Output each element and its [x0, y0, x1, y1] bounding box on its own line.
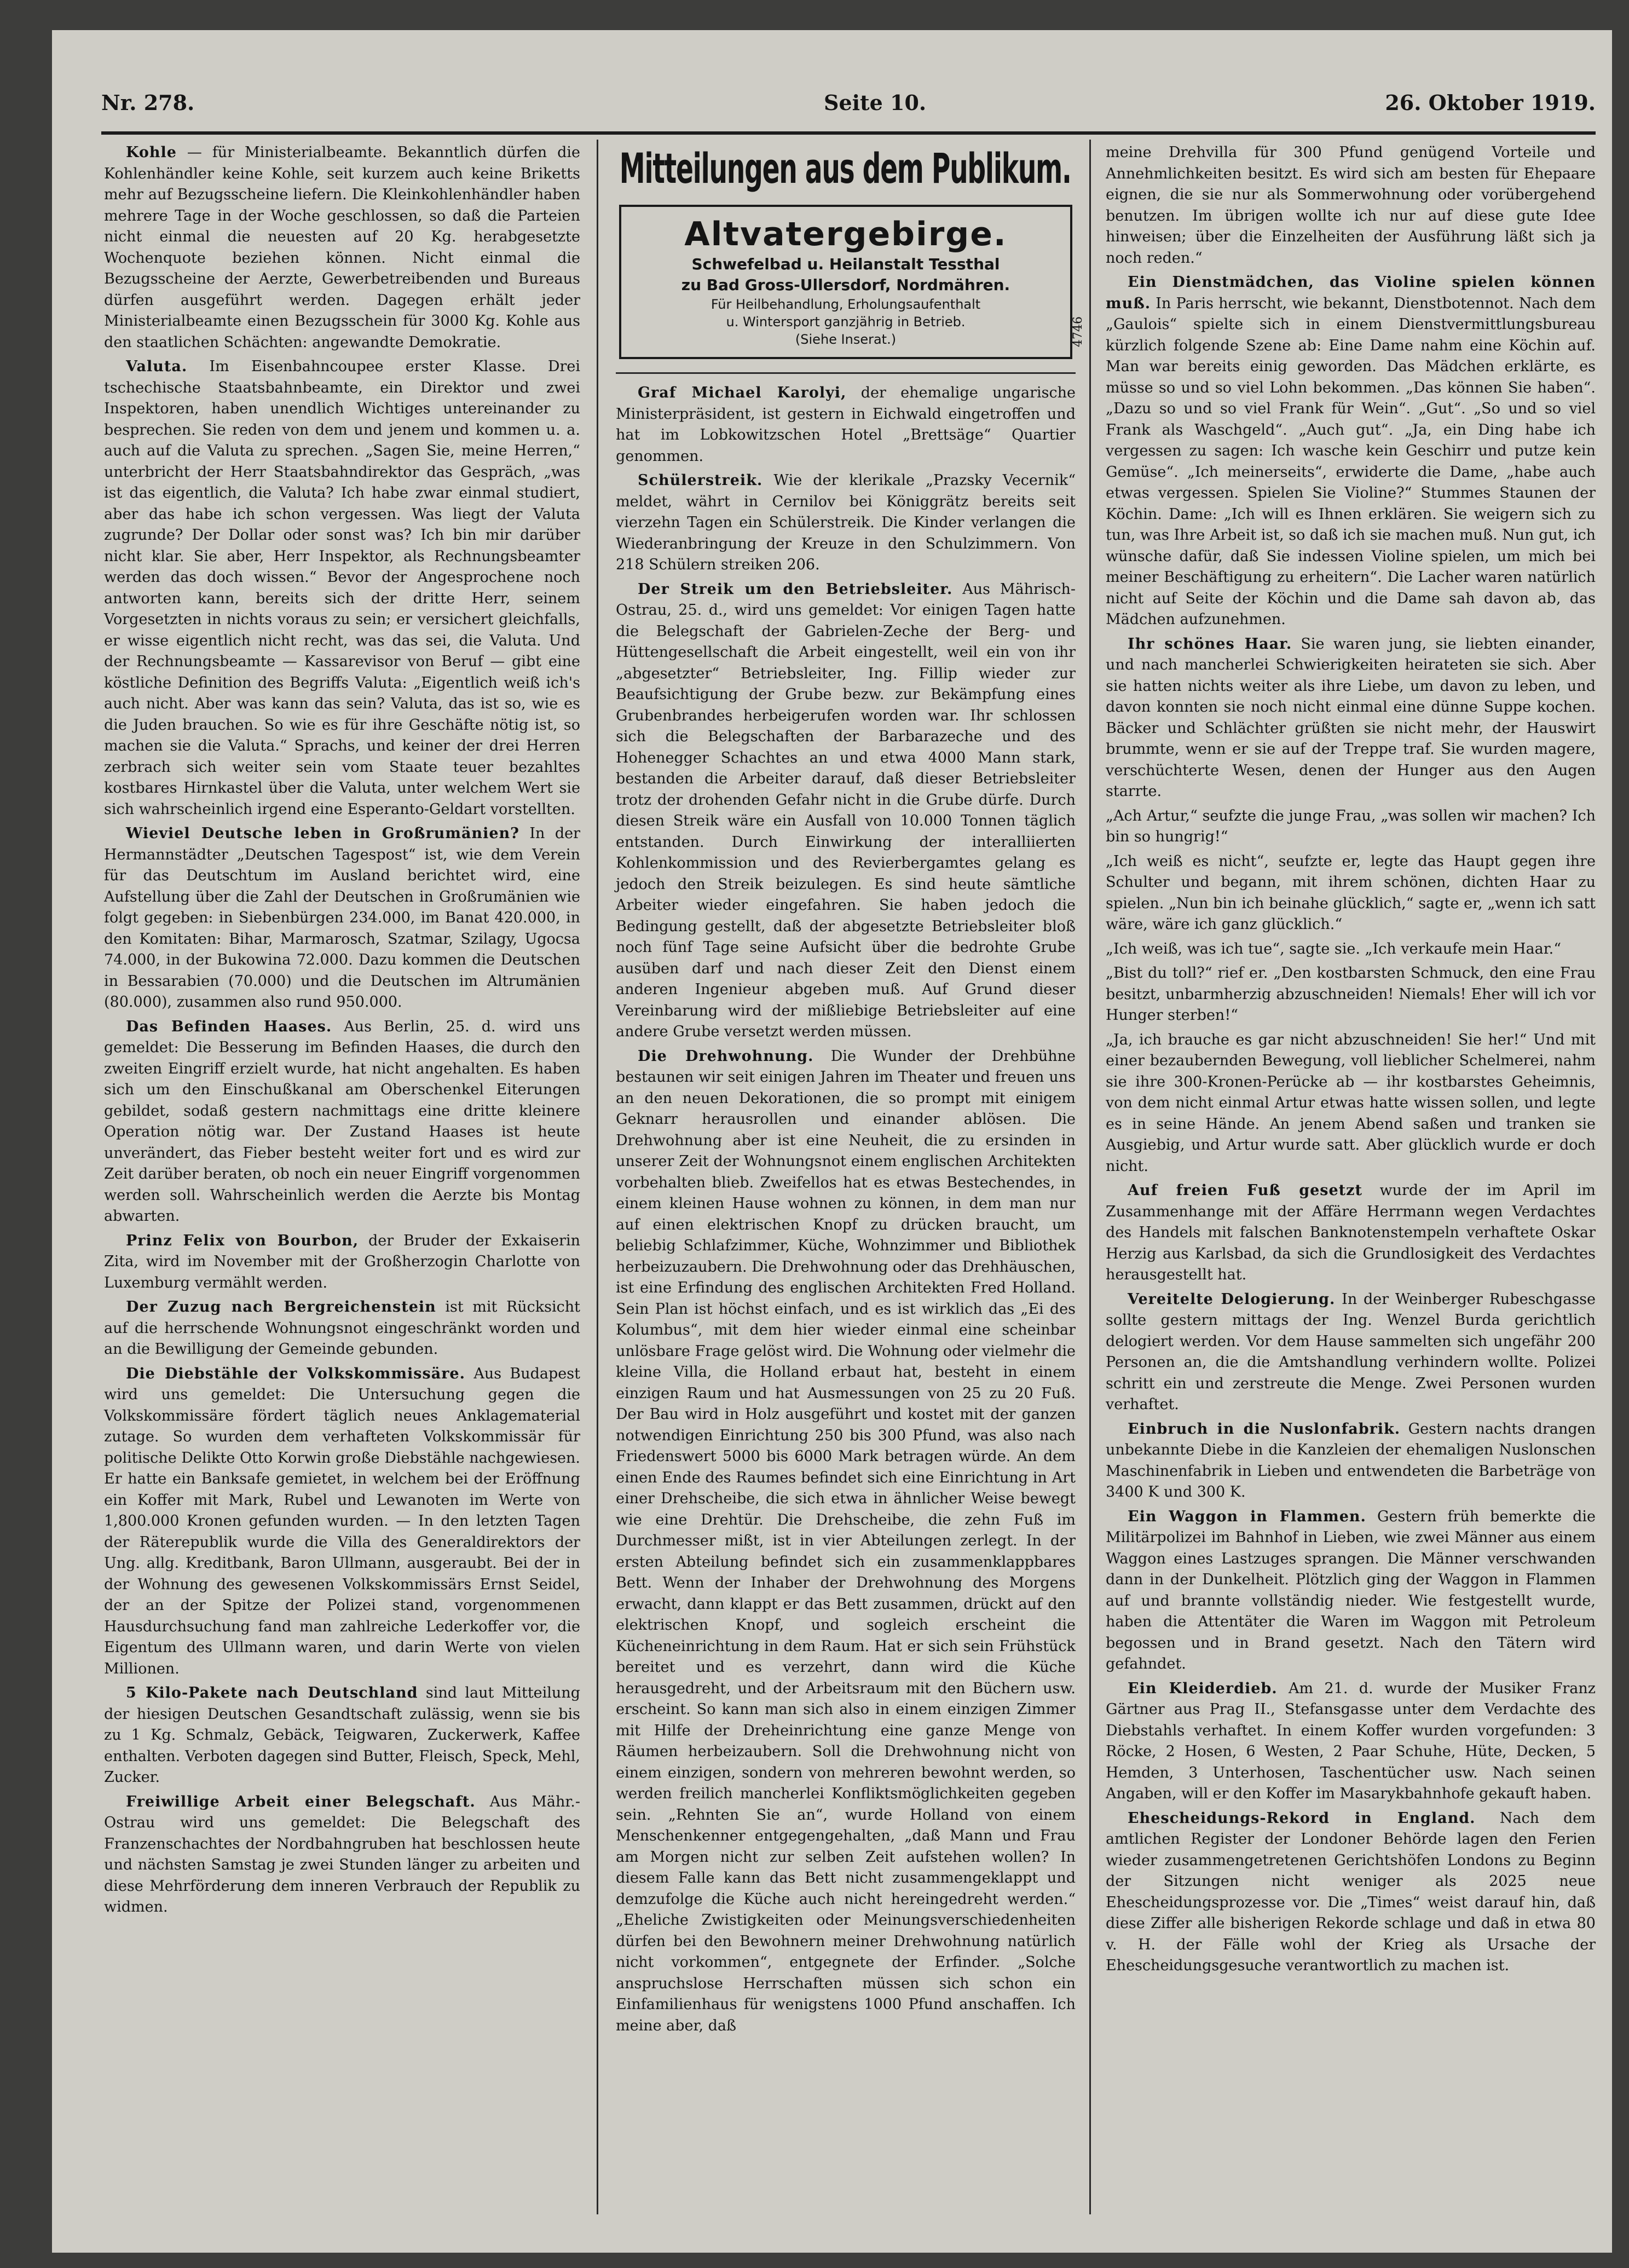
article-paragraph	[1106, 1030, 1596, 1178]
article-text: „Ich weiß, was ich tue“, sagte sie. „Ich verkaufe mein Haar.“	[1106, 940, 1562, 957]
article-headline: Ihr schönes Haar.	[1128, 635, 1292, 653]
article-paragraph	[1106, 806, 1596, 848]
article-headline: Freiwillige Arbeit einer Belegschaft.	[126, 1793, 476, 1810]
article-text: Im Eisenbahncoupee erster Klasse. Drei tschechische Staatsbahnbeamte, ein Direktor und zwei Inspektoren, haben unendlich Wichtiges untereinander zu besprechen. Sie reden von dem und jenem und kommen u. a. auch auf die Valuta zu sprechen. „Sagen Sie, meine Herren,“ unterbricht der Herr Staatsbahndirektor das Gespräch, „was ist das eigentlich, die Valuta? Ich habe zwar einmal studiert, aber das habe ich schon vergessen. Was liegt der Valuta zugrunde? Der Dollar oder sonst was? Ich bin mir darüber nicht klar. Sie aber, Herr Inspektor, als Rechnungsbeamter werden das doch wissen.“ Bevor der Angesprochene noch antworten kann, bereits sich der dritte Herr, seinem Vorgesetzten in nichts voraus zu sein; er versichert gleichfalls, er wisse eigentlich nicht recht, was das sei, die Valuta. Und der Rechnungsbeamte — Kassarevisor von Beruf — gibt eine köstliche Definition des Begriffs Valuta: „Eigentlich weiß ich's auch nicht. Aber was kann das sein? Valuta, das ist so, wie es die Juden brauchen. So wie es für ihre Geschäfte nötig ist, so machen sie die Valuta.“ Sprachs, und keiner der drei Herren zerbrach sich weiter sein vom Staate teuer bezahltes kostbares Hirnkastel über die Valuta, unter welchem Wert sie sich wahrscheinlich irgend eine Esperanto-Geldart vorstellten.	[104, 358, 580, 818]
article-text: Aus Budapest wird uns gemeldet: Die Untersuchung gegen die Volkskommissäre fördert täglich neues Anklagematerial zutage. So wurden dem verhafteten Volkskommissär für politische Delikte Otto Korwin große Diebstähle nachgewiesen. Er hatte ein Banksafe gemietet, in welchem bei der Eröffnung ein Koffer mit Mark, Rubel und Lewanoten im Werte von 1,800.000 Kronen gefunden wurden. — In den letzten Tagen der Räterepublik wurde die Villa des Generaldirektors der Ung. allg. Kreditbank, Baron Ullmann, ausgeraubt. Bei der in der Wohnung des gewesenen Volkskommissärs Ernst Seidel, der an der Spitze der Polizei stand, vorgenommenen Hausdurchsuchung fand man zahlreiche Lederkoffer vor, die Eigentum des Ullmann waren, und darin Werte von vielen Millionen.	[104, 1365, 580, 1677]
article-text: In der Hermannstädter „Deutschen Tagespost“ ist, wie dem Verein für das Deutschtum im Ausland berichtet wird, eine Aufstellung über die Zahl der Deutschen in Großrumänien wie folgt gegeben: in Siebenbürgen 234.000, im Banat 420.000, in den Komitaten: Bihar, Marmarosch, Szatmar, Szilagy, Ugocsa 74.000, in der Bukowina 72.000. Dazu kommen die Deutschen in Bessarabien (70.000) und die Deutschen im Altrumänien (80.000), zusammen also rund 950.000.	[104, 825, 580, 1011]
article-paragraph	[616, 1046, 1076, 2037]
ad-title: Altvatergebirge.	[684, 215, 1007, 253]
article-paragraph	[104, 142, 580, 353]
article-paragraph	[1106, 939, 1596, 960]
article-headline: Schülerstreik.	[638, 472, 763, 489]
article-paragraph	[1106, 851, 1596, 936]
page-number: Seite 10.	[824, 90, 927, 115]
article-headline: Ein Waggon in Flammen.	[1128, 1508, 1366, 1525]
article-paragraph	[1106, 963, 1596, 1026]
article-headline: Kohle	[126, 144, 177, 161]
article-text: der ehemalige ungarische Ministerpräsident, ist gestern in Eichwald eingetroffen und hat im Lobkowitzschen Hotel „Brettsäge“ Quartier genommen.	[616, 384, 1076, 465]
article-paragraph	[104, 1231, 580, 1294]
ad-line: u. Wintersport ganzjährig in Betrieb.	[726, 314, 966, 330]
article-text: wurde der im April im Zusammenhange mit der Affäre Herrmann wegen Verdachtes des Handels mit falschen Banknotenstempeln verhaftete Oskar Herzig aus Karlsbad, da sich die Grundlosigkeit des Verdachtes herausgestellt hat.	[1106, 1182, 1596, 1283]
advertisement	[619, 205, 1085, 359]
article-paragraph	[1106, 634, 1596, 803]
article-text: Gestern nachts drangen unbekannte Diebe in die Kanzleien der ehemaligen Nuslonschen Maschinenfabrik in Lieben und entwendeten die Barbeträge von 3400 K und 300 K.	[1106, 1420, 1596, 1501]
article-paragraph	[1106, 142, 1596, 269]
ad-line: Schwefelbad u. Heilanstalt Tessthal	[691, 255, 1000, 273]
article-headline: Vereitelte Delogierung.	[1128, 1290, 1336, 1308]
ad-code: 4746	[1071, 316, 1085, 347]
column-divider	[597, 140, 598, 2214]
article-paragraph	[104, 356, 580, 820]
article-text: Am 21. d. wurde der Musiker Franz Gärtner aus Prag II., Stefansgasse unter dem Verdachte des Diebstahls verhaftet. In einem Koffer wurden vorgefunden: 3 Röcke, 2 Hosen, 6 Westen, 2 Paar Schuhe, Hüte, Decken, 5 Hemden, 3 Unterhosen, Taschentücher usw. Nach seinen Angaben, will er den Koffer im Masarykbahnhofe gekauft haben.	[1106, 1680, 1596, 1802]
article-text: — für Ministerialbeamte. Bekanntlich dürfen die Kohlenhändler keine Kohle, seit kurzem auch keine Briketts mehr auf Bezugsscheine liefern. Die Kleinkohlenhändler haben mehrere Tage in der Woche geschlossen, so daß die Parteien nicht einmal die neuesten auf 20 Kg. herabgesetzte Wochenquote beziehen können. Nicht einmal die Bezugsscheine der Aerzte, Gewerbetreibenden und Bureaus dürfen ausgeführt werden. Dagegen erhält jeder Ministerialbeamte einen Bezugsschein für 3000 Kg. Kohle aus den staatlichen Schächten: angewandte Demokratie.	[104, 144, 580, 351]
article-headline: Der Zuzug nach Bergreichenstein	[126, 1299, 436, 1315]
article-text: Nach dem amtlichen Register der Londoner Behörde lagen den Ferien wieder zusammengetretenen Gerichtshöfen Londons zu Beginn der Sitzungen nicht weniger als 2025 neue Ehescheidungsprozesse vor. Die „Times“ weist darauf hin, daß diese Ziffer alle bisherigen Rekorde schlage und daß in etwa 80 v. H. der Fälle wohl der Krieg als Ursache der Ehescheidungsgesuche verantwortlich zu machen ist.	[1106, 1809, 1596, 1974]
article-headline: Einbruch in die Nuslonfabrik.	[1128, 1420, 1401, 1438]
article-text: Sie waren jung, sie liebten einander, und nach mancherlei Schwierigkeiten heirateten sie sich. Aber sie hatten nichts weiter als ihre Liebe, um davon zu leben, und davon konnten sie noch nicht einmal eine dünne Suppe kochen. Bäcker und Schlächter grüßten sie nicht mehr, der Hauswirt brummte, wenn er sie auf der Treppe traf. Sie wurden magere, verschüchterte Wesen, denen der Hunger aus den Augen starrte.	[1106, 635, 1596, 800]
article-paragraph	[616, 470, 1076, 576]
article-text: In Paris herrscht, wie bekannt, Dienstbotennot. Nach dem „Gaulois“ spielte sich in einem Dienstvermittlungsbureau kürzlich folgende Szene ab: Eine Dame nahm eine Köchin auf. Man war bereits einig geworden. Das Mädchen erklärte, es müsse so und so viel Lohn bekommen. „Das können Sie haben“. „Dazu so und so viel Frank für Wein“. „Gut“. „So und so viel Frank als Waschgeld“. „Auch gut“. „Ja, ein Ding habe ich vergessen zu sagen: Ich wasche kein Geschirr und putze kein Gemüse“. „Ich meinerseits“, erwiderte die Dame, „habe auch etwas vergessen. Spielen Sie Violine?“ Stummes Staunen der Köchin. Dame: „Ich will es Ihnen erklären. Sie weigern sich zu tun, was Ihre Arbeit ist, so daß ich sie machen muß. Nun gut, ich wünsche dafür, daß Sie indessen Violine spielen, um mich bei meiner Beschäftigung zu erheitern“. Die Lacher waren natürlich nicht auf Seite der Köchin und die Dame sah davon ab, das Mädchen aufzunehmen.	[1106, 295, 1596, 628]
article-headline: Ein Kleiderdieb.	[1128, 1680, 1278, 1697]
article-paragraph	[104, 1017, 580, 1227]
article-text: In der Weinberger Rubeschgasse sollte gestern mittags der Ing. Wenzel Burda gerichtlich delogiert werden. Vor dem Hause sammelten sich ungefähr 200 Personen an, die die Amtshandlung verhindern wollte. Polizei schritt ein und zerstreute die Menge. Zwei Personen wurden verhaftet.	[1106, 1290, 1596, 1413]
article-text: Aus Mährisch-Ostrau, 25. d., wird uns gemeldet: Vor einigen Tagen hatte die Belegschaft der Gabrielen-Zeche der Berg- und Hüttengesellschaft die Arbeit eingestellt, weil ein von ihr „abgesetzter“ Betriebsleiter, Ing. Fillip wieder zur Beaufsichtigung der Grube bezw. zur Bekämpfung eines Grubenbrandes herbeigerufen worden war. Ihr schlossen sich die Belegschaften der Barbarazeche und des Hohenegger Schachtes an und etwa 4000 Mann stark, bestanden die Arbeiter darauf, daß dieser Betriebsleiter trotz der drohenden Gefahr nicht in die Grube dürfe. Durch diesen Streik wäre ein Ausfall von 10.000 Tonnen täglich entstanden. Durch Einwirkung der interalliierten Kohlenkommission und des Revierbergamtes gelang es jedoch den Streik beizulegen. Es sind heute sämtliche Arbeiter wieder eingefahren. Sie haben jedoch die Bedingung gestellt, daß der abgesetzte Betriebsleiter bloß noch fünf Tage seine Aufsicht über die bedrohte Grube ausüben darf und nach dieser Zeit den Dienst einem anderen Ingenieur abgeben muß. Auf Grund dieser Vereinbarung wird der mißliebige Betriebsleiter auf eine andere Grube versetzt werden müssen.	[616, 580, 1076, 1040]
article-text: „Ja, ich brauche es gar nicht abzuschneiden! Sie her!“ Und mit einer bezaubernden Bewegung, voll lieblicher Schelmerei, nahm sie ihre 300-Kronen-Perücke ab — ihr kostbarstes Geheimnis, von dem nicht einmal Artur etwas hatte wissen sollen, und legte es in seine Hände. An jenem Abend saßen und tranken sie Ausgiebig, und Artur wurde satt. Aber glücklich wurde er doch nicht.	[1106, 1031, 1596, 1175]
article-text: „Bist du toll?“ rief er. „Den kostbarsten Schmuck, den eine Frau besitzt, unbarmherzig abzuschneiden! Niemals! Eher will ich vor Hunger sterben!“	[1106, 965, 1596, 1024]
article-text: Aus Berlin, 25. d. wird uns gemeldet: Die Besserung im Befinden Haases, die durch den zweiten Eingriff erzielt wurde, hat nicht angehalten. Es haben sich um den Einschußkanal am Oberschenkel Eiterungen gebildet, sodaß gestern nachmittags eine dritte kleinere Operation nötig war. Der Zustand Haases ist heute unverändert, das Fieber besteht weiter fort und es wird zur Zeit darüber beraten, ob noch ein neuer Eingriff vorgenommen werden soll. Wahrscheinlich werden die Aerzte bis Montag abwarten.	[104, 1018, 581, 1225]
article-headline: Die Drehwohnung.	[638, 1047, 814, 1065]
article-paragraph	[104, 1297, 580, 1360]
article-headline: Die Diebstähle der Volkskommissäre.	[126, 1365, 465, 1382]
article-text: sind laut Mitteilung der hiesigen Deutschen Gesandtschaft zulässig, wenn sie bis zu 1 Kg. Schmalz, Gebäck, Teigwaren, Zuckerwerk, Kaffee enthalten. Verboten dagegen sind Butter, Fleisch, Speck, Mehl, Zucker.	[104, 1684, 580, 1786]
article-headline: 5 Kilo-Pakete nach Deutschland	[126, 1684, 418, 1701]
article-text: Wie der klerikale „Prazsky Vecernik“ meldet, währt in Cernilov bei Königgrätz bereits seit vierzehn Tagen ein Schülerstreik. Die Kinder verlangen die Wiederanbringung der Kreuze in den Schulzimmern. Von 218 Schülern streiken 206.	[616, 472, 1076, 573]
section-divider	[616, 372, 1076, 374]
article-paragraph	[1106, 272, 1596, 631]
article-paragraph	[1106, 1180, 1596, 1286]
article-paragraph	[104, 1364, 580, 1680]
article-headline: Valuta.	[126, 358, 188, 375]
article-paragraph	[616, 383, 1076, 467]
article-headline: Auf freien Fuß gesetzt	[1128, 1182, 1362, 1199]
article-headline: Ehescheidungs-Rekord in England.	[1128, 1809, 1476, 1827]
newspaper-page	[52, 30, 1612, 2253]
article-headline: Graf Michael Karolyi,	[638, 384, 847, 401]
column-middle-articles	[616, 383, 1076, 2036]
article-headline: Wieviel Deutsche leben in Großrumänien?	[126, 825, 519, 842]
article-headline: Prinz Felix von Bourbon,	[126, 1232, 359, 1249]
article-paragraph	[616, 579, 1076, 1043]
page-header	[101, 68, 1596, 129]
column-right	[1106, 142, 1596, 2212]
article-text: Gestern früh bemerkte die Militärpolizei im Bahnhof in Lieben, wie zwei Männer aus einem Waggon eines Lastzuges sprangen. Die Männer verschwanden dann in der Dunkelheit. Plötzlich ging der Waggon in Flammen auf und brannte vollständig nieder. Wie festgestellt wurde, haben die Attentäter die Waren im Waggon mit Petroleum begossen und in Brand gesetzt. Nach den Tätern wird gefahndet.	[1106, 1508, 1596, 1672]
article-paragraph	[1106, 1507, 1596, 1675]
article-text: Die Wunder der Drehbühne bestaunen wir seit einigen Jahren im Theater und freuen uns an den neuen Dekorationen, die so prompt mit einigem Geknarr herausrollen und einander ablösen. Die Drehwohnung aber ist eine Neuheit, die zu ersinden in unserer Zeit der Wohnungsnot einem englischen Architekten vorbehalten blieb. Zweifellos hat es etwas Bestechendes, in einem kleinen Hause wohnen zu können, in dem man nur auf einen elektrischen Knopf zu drücken braucht, um beliebig Schlafzimmer, Küche, Wohnzimmer und Bibliothek herbeizuzaubern. Die Drehwohnung oder das Drehhäuschen, ist eine Erfindung des englischen Architekten Fred Holland. Sein Plan ist höchst einfach, und es ist wirklich das „Ei des Kolumbus“, mit dem hier wieder einmal eine scheinbar unlösbare Frage gelöst wird. Die Wohnung oder vielmehr die kleine Villa, die Holland erbaut hat, besteht in einem einzigen Raum und hat Ausmessungen von 25 zu 20 Fuß. Der Bau wird in Holz ausgeführt und kostet mit der ganzen notwendigen Einrichtung 250 bis 300 Pfund, was also nach Friedenswert 5000 bis 6000 Mark betragen würde. An dem einen Ende des Raumes befindet sich eine Einrichtung in Art einer Drehscheibe, die sich etwa in ähnlicher Weise bewegt wie eine Drehtür. Die Drehscheibe, die zehn Fuß im Durchmesser mißt, ist in vier Abteilungen zerlegt. In der ersten Abteilung befindet sich ein zusammenklappbares Bett. Wenn der Inhaber der Drehwohnung des Morgens erwacht, dann klappt er das Bett zusammen, drückt auf den elektrischen Knopf, und sogleich erscheint die Kücheneinrichtung in dem Raum. Hat er sich sein Frühstück bereitet und es verzehrt, dann wird die Küche herausgedreht, und der Arbeitsraum mit den Büchern usw. erscheint. So kann man sich also in einem einzigen Zimmer mit Hilfe der Dreheinrichtung eine ganze Menge von Räumen herbeizaubern. Soll die Drehwohnung nicht von einem einzigen, sondern von mehreren bewohnt werden, so werden freilich mancherlei Konfliktsmöglichkeiten gegeben sein. „Rehnten Sie an“, wurde Holland von einem Menschenkenner entgegengehalten, „daß Mann und Frau am Morgen nicht zur selben Zeit aufstehen wollen? In diesem Falle kann das Bett nicht zusammengeklappt und demzufolge die Küche auch nicht hereingedreht werden.“ „Eheliche Zwistigkeiten oder Meinungsverschiedenheiten dürfen bei den Bewohnern meiner Drehwohnung natürlich nicht vorkommen“, entgegnete der Erfinder. „Solche anspruchslose Herrschaften müssen sich schon ein Einfamilienhaus für wenigstens 1000 Pfund anschaffen. Ich meine aber, daß	[616, 1047, 1076, 2034]
article-paragraph	[1106, 1678, 1596, 1805]
article-text: der Bruder der Exkaiserin Zita, wird im November mit der Großherzogin Charlotte von Luxemburg vermählt werden.	[104, 1232, 580, 1291]
article-paragraph	[104, 1792, 580, 1918]
article-text: ist mit Rücksicht auf die herrschende Wohnungsnot eingeschränkt worden und an die Bewilligung der Gemeinde gebunden.	[104, 1299, 581, 1358]
article-text: „Ach Artur,“ seufzte die junge Frau, „was sollen wir machen? Ich bin so hungrig!“	[1106, 807, 1596, 845]
article-paragraph	[104, 823, 580, 1013]
section-title: Mitteilungen aus dem Publikum.	[619, 144, 1071, 193]
article-headline: Das Befinden Haases.	[126, 1018, 332, 1035]
article-headline: Der Streik um den Betriebsleiter.	[638, 580, 953, 598]
column-left	[104, 142, 580, 2212]
column-middle	[616, 142, 1085, 2212]
article-paragraph	[1106, 1419, 1596, 1503]
ad-line: (Siehe Inserat.)	[795, 332, 897, 347]
article-text: „Ich weiß es nicht“, seufzte er, legte das Haupt gegen ihre Schulter und begann, mit ihrem schönen, dichten Haar zu spielen. „Nun bin ich beinahe glücklich,“ sagte er, „wenn ich satt wäre, wäre ich ganz glücklich.“	[1106, 852, 1596, 933]
article-paragraph	[1106, 1808, 1596, 1977]
article-paragraph	[104, 1683, 580, 1788]
article-paragraph	[1106, 1289, 1596, 1416]
ad-line: Für Heilbehandlung, Erholungsaufenthalt	[710, 297, 981, 312]
ad-line: zu Bad Gross-Ullersdorf, Nordmähren.	[681, 276, 1010, 294]
issue-number: Nr. 278.	[101, 90, 195, 115]
article-text: meine Drehvilla für 300 Pfund genügend Vorteile und Annehmlichkeiten besitzt. Es wird sich am besten für Ehepaare eignen, die sie nur als Sommerwohnung oder vorübergehend benutzen. Im übrigen wollte ich nur auf diese gute Idee hinweisen; über die Einzelheiten der Ausführung läßt sich ja noch reden.“	[1106, 144, 1596, 267]
column-divider	[1089, 140, 1091, 2214]
header-rule	[101, 131, 1596, 135]
issue-date: 26. Oktober 1919.	[1385, 90, 1596, 115]
article-text: Aus Mähr.-Ostrau wird uns gemeldet: Die Belegschaft des Franzenschachtes der Nordbahngruben hat beschlossen heute und nächsten Samstag je zwei Stunden länger zu arbeiten und diese Mehrförderung dem inneren Verbrauch der Republik zu widmen.	[104, 1793, 581, 1915]
article-headline: Ein Dienstmädchen, das Violine spielen können muß.	[1106, 274, 1596, 312]
